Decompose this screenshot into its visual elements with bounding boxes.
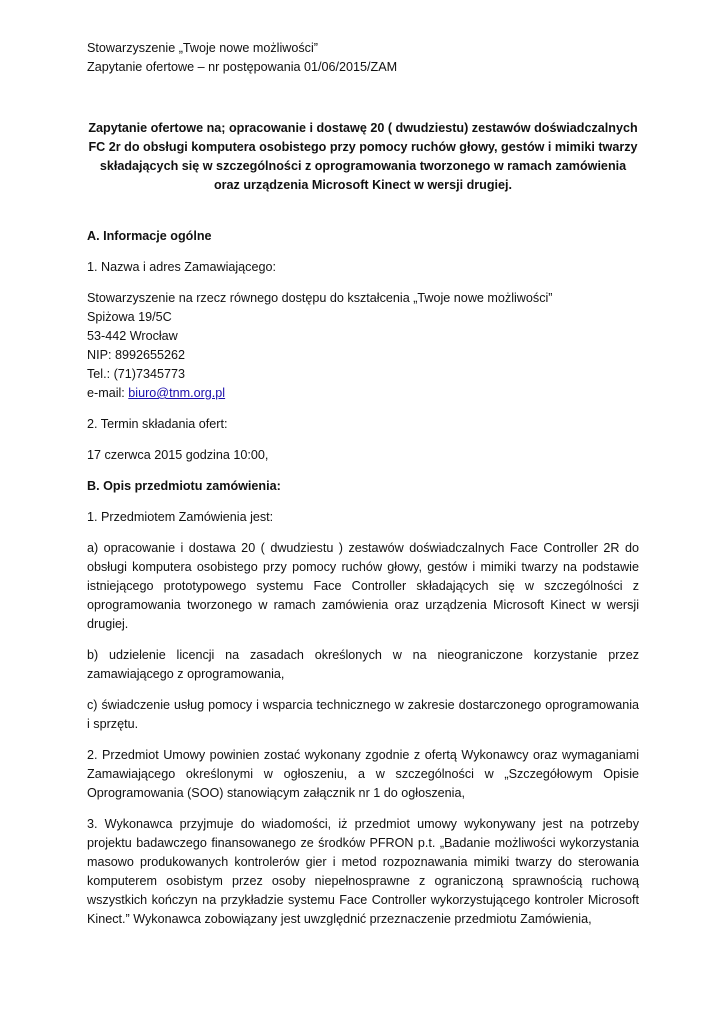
address-name: Stowarzyszenie na rzecz równego dostępu do kształcenia „Twoje nowe możliwości” [87,291,553,305]
email-link[interactable]: biuro@tnm.org.pl [128,386,226,400]
address-city: 53-442 Wrocław [87,329,178,343]
paragraph-2: 2. Przedmiot Umowy powinien zostać wykonany zgodnie z ofertą Wykonawcy oraz wymaganiami Zamawiającego określonymi w ogłoszeniu, a w szczególności w „Szczegółowym Opisie Oprogramowania (SOO) stanowiącym załącznik nr 1 do ogłoszenia, [87,748,639,800]
email-label: e-mail: [87,386,129,400]
address-block [87,289,639,403]
header-ref: Zapytanie ofertowe – nr postępowania 01/06/2015/ZAM [87,60,398,74]
section-a-item1-label: 1. Nazwa i adres Zamawiającego: [87,260,276,274]
deadline: 17 czerwca 2015 godzina 10:00, [87,448,269,462]
section-b-heading: B. Opis przedmiotu zamówienia: [87,479,281,493]
address-tel: Tel.: (71)7345773 [87,367,186,381]
item-a: a) opracowanie i dostawa 20 ( dwudziestu ) zestawów doświadczalnych Face Controller 2R do obsługi komputera osobistego przy pomocy ruchów głowy, gestów i mimiki twarzy na podstawie istniejącego prototypowego systemu Face Controller składających się w szczególności z oprogramowania tworzonego w ramach zamówienia oraz urządzenia Microsoft Kinect w wersji drugiej. [87,541,639,631]
header-org: Stowarzyszenie „Twoje nowe możliwości” [87,41,318,55]
section-a-heading: A. Informacje ogólne [87,229,212,243]
address-email-line [87,384,639,403]
item-b: b) udzielenie licencji na zasadach określonych w na nieograniczone korzystanie przez zamawiającego z oprogramowania, [87,648,639,681]
address-nip: NIP: 8992655262 [87,348,186,362]
item-c: c) świadczenie usług pomocy i wsparcia technicznego w zakresie dostarczonego oprogramowania i sprzętu. [87,698,639,731]
address-street: Spiżowa 19/5C [87,310,172,324]
section-a-item2-label: 2. Termin składania ofert: [87,417,228,431]
section-b-item1-label: 1. Przedmiotem Zamówienia jest: [87,510,274,524]
paragraph-3: 3. Wykonawca przyjmuje do wiadomości, iż przedmiot umowy wykonywany jest na potrzeby projektu badawczego finansowanego ze środków PFRON p.t. „Badanie możliwości wykorzystania masowo produkowanych kontrolerów gier i metod rozpoznawania mimiki twarzy do sterowania komputerem osobistym przez osoby niepełnosprawne z ograniczoną sprawnością ruchową wszystkich kończyn na przykładzie systemu Face Controller wykorzystującego kontroler Microsoft Kinect.” Wykonawca zobowiązany jest uwzględnić przeznaczenie przedmiotu Zamówienia, [87,817,639,926]
document-title: Zapytanie ofertowe na; opracowanie i dostawę 20 ( dwudziestu) zestawów doświadczalnych FC 2r do obsługi komputera osobistego przy pomocy ruchów głowy, gestów i mimiki twarzy składających się w szczególności z oprogramowania tworzonego w ramach zamówienia oraz urządzenia Microsoft Kinect w wersji drugiej. [88,121,638,192]
document-page [87,39,639,929]
